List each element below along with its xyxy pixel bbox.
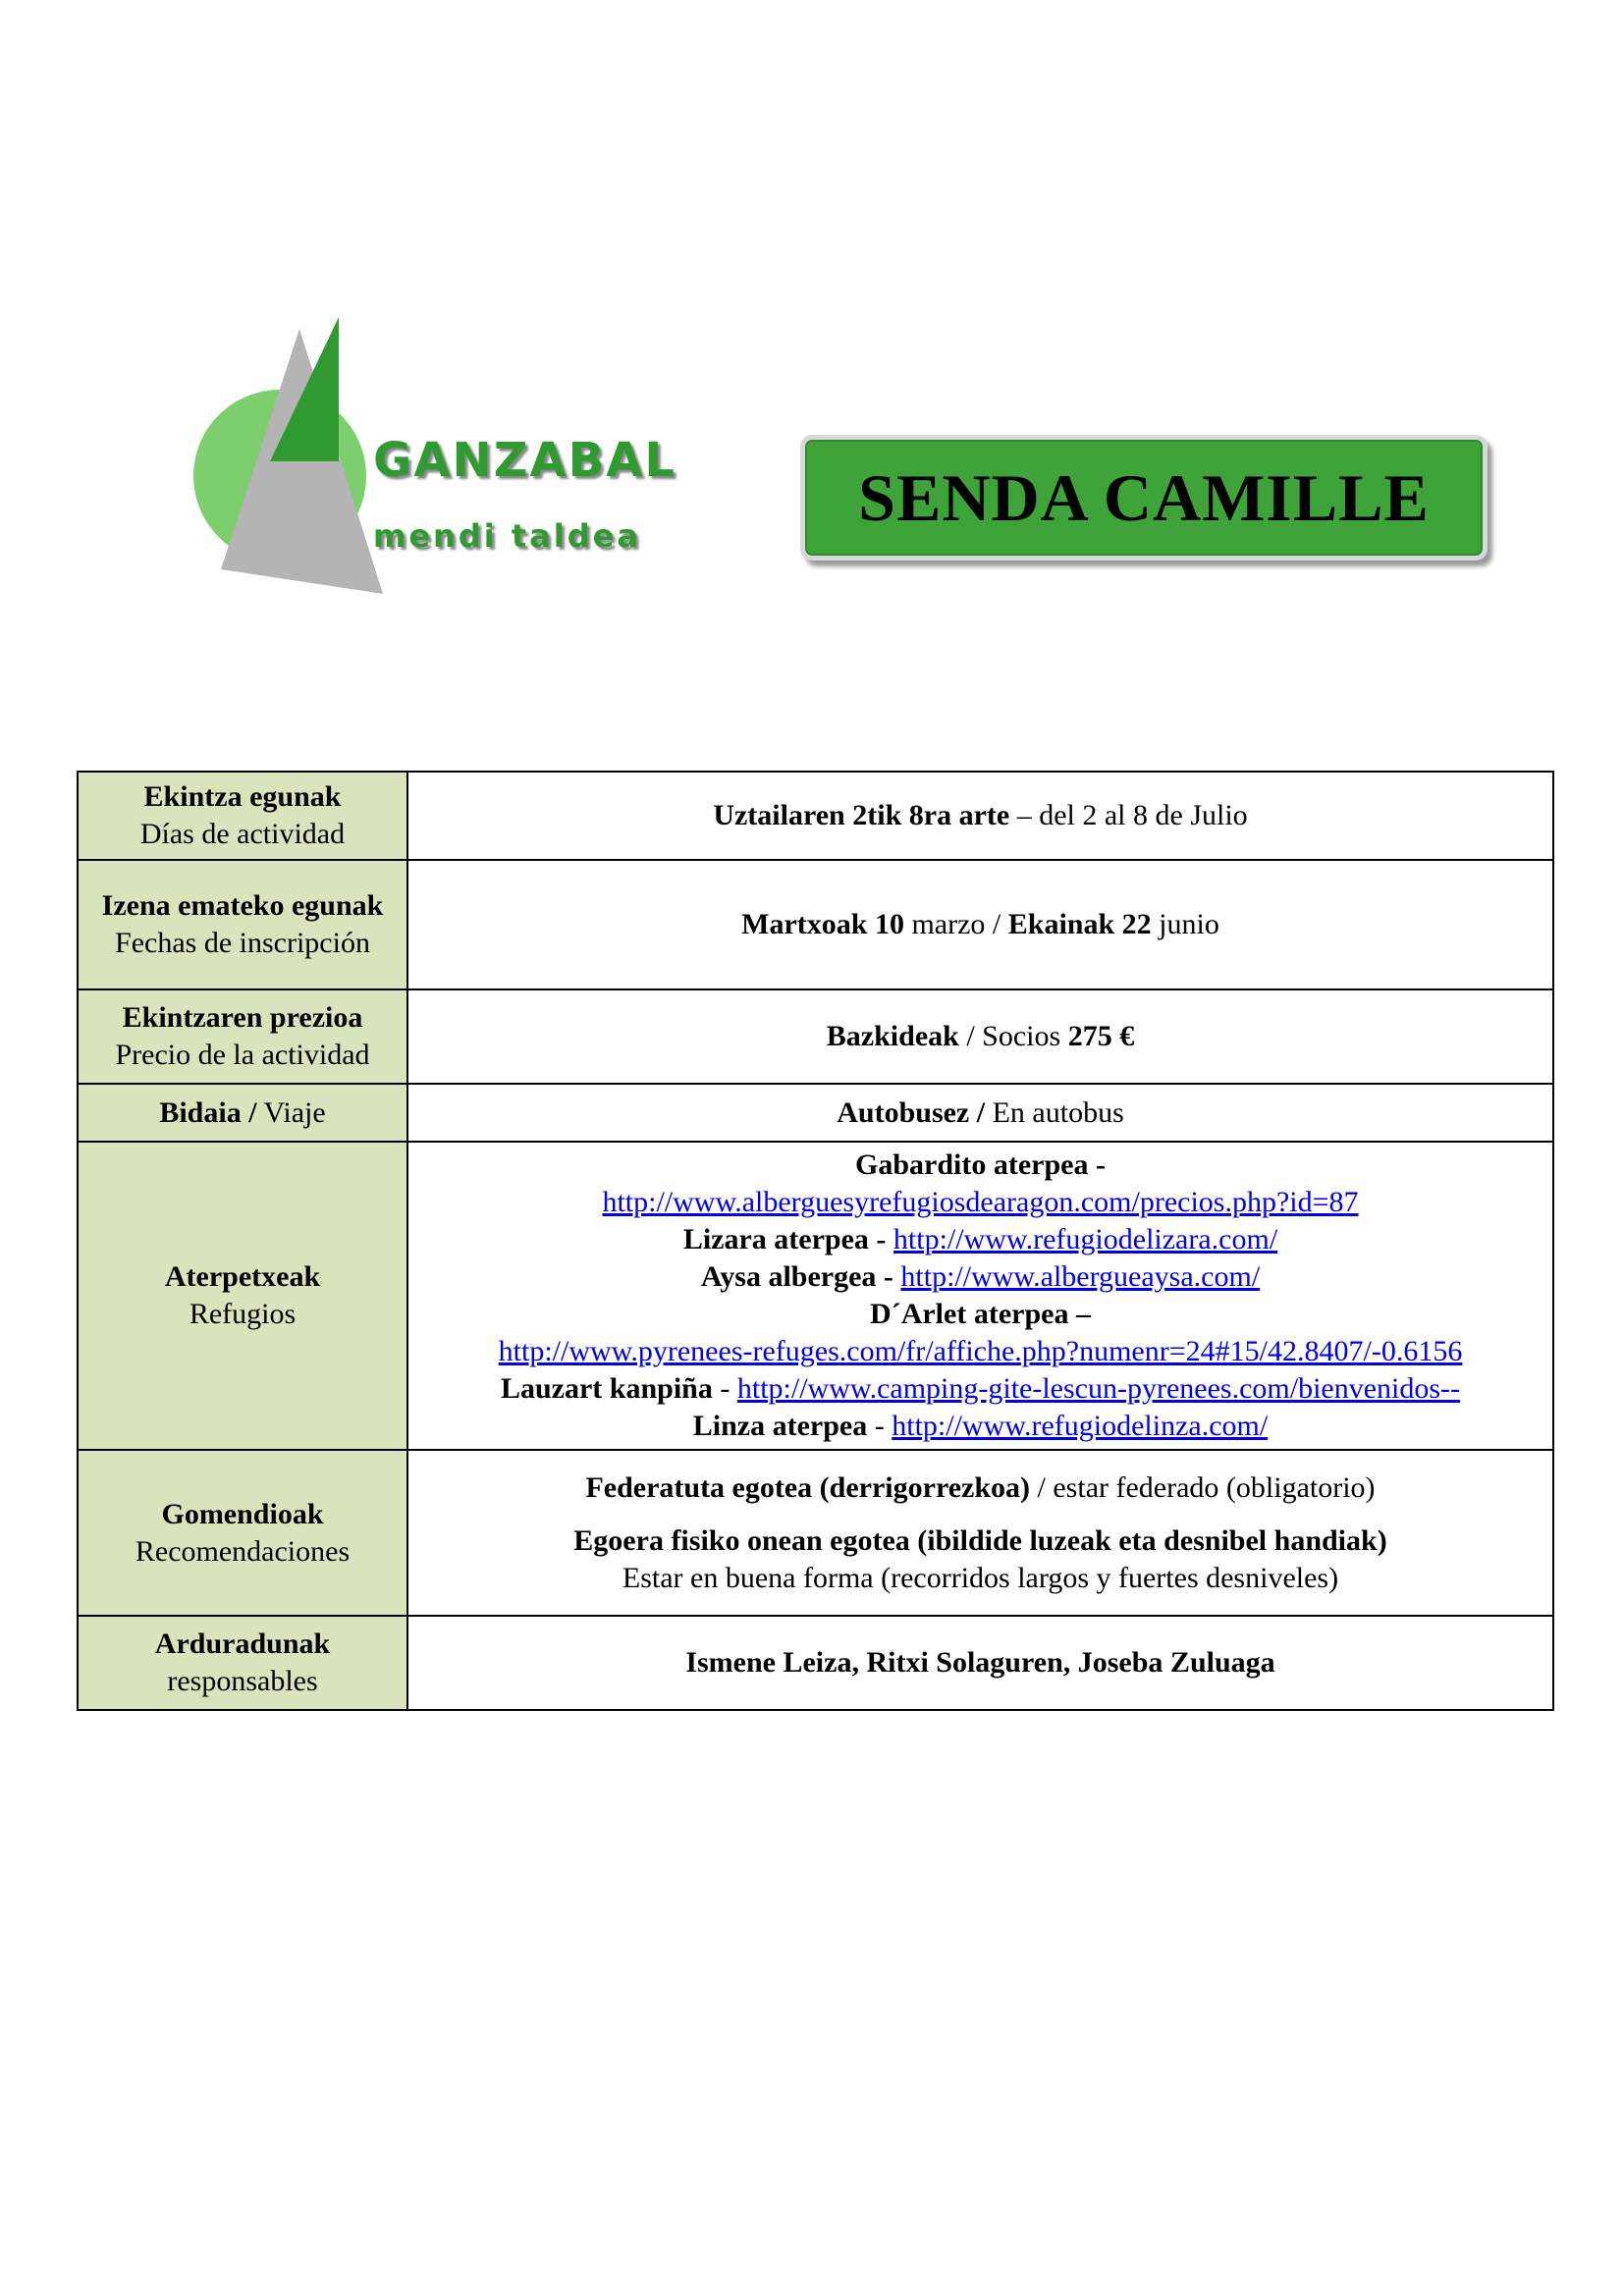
refuge-sep: - <box>712 1372 737 1405</box>
refuge-name: Linza aterpea <box>692 1410 868 1442</box>
travel-es: En autobus <box>985 1095 1124 1129</box>
title-banner <box>800 435 1488 561</box>
label-travel-eu: Bidaia / <box>159 1095 257 1129</box>
value-refuges <box>407 1142 1553 1450</box>
refuge-link[interactable]: http://www.refugiodelizara.com/ <box>893 1223 1278 1255</box>
price-members-es: / Socios <box>958 1020 1068 1052</box>
label-travel-es: Viaje <box>256 1095 326 1129</box>
registration-start-es: marzo / <box>903 908 1008 940</box>
travel-eu: Autobusez / <box>837 1095 986 1129</box>
row-refuges <box>78 1142 1553 1450</box>
label-responsibles-eu: Arduradunak <box>154 1628 331 1660</box>
row-price <box>78 989 1553 1084</box>
label-dates <box>78 772 407 860</box>
price-members-eu: Bazkideak <box>826 1020 959 1052</box>
dates-sep: – <box>1009 799 1040 831</box>
label-recommendations <box>78 1450 407 1616</box>
refuge-name: Lizara aterpea - <box>682 1223 887 1255</box>
label-recommendations-es: Recomendaciones <box>135 1534 351 1568</box>
label-refuges-es: Refugios <box>189 1298 297 1330</box>
refuge-name: Aysa albergea - <box>700 1260 893 1293</box>
value-recommendations <box>407 1450 1553 1616</box>
label-price-es: Precio de la actividad <box>115 1039 370 1071</box>
recommendation-1-eu: Federatuta egotea (derrigorrezkoa) <box>585 1470 1031 1504</box>
label-responsibles-es: responsables <box>167 1665 318 1697</box>
recommendation-2-eu: Egoera fisiko onean egotea (ibildide luzeak eta desnibel handiak) <box>573 1523 1387 1557</box>
dates-es: del 2 al 8 de Julio <box>1039 799 1248 831</box>
registration-start-eu: Martxoak 10 <box>741 908 904 940</box>
row-recommendations <box>78 1450 1553 1616</box>
label-registration-es: Fechas de inscripción <box>115 927 370 959</box>
activity-table <box>77 771 1554 1711</box>
label-travel <box>78 1084 407 1142</box>
label-dates-es: Días de actividad <box>139 818 346 850</box>
value-price <box>407 989 1553 1084</box>
dates-eu: Uztailaren 2tik 8ra arte <box>713 799 1010 831</box>
refuge-link[interactable]: http://www.pyrenees-refuges.com/fr/affiche.php?numenr=24#15/42.8407/-0.6156 <box>498 1335 1463 1367</box>
logo-name: GANZABAL <box>373 433 676 488</box>
label-registration-eu: Izena emateko egunak <box>101 889 384 922</box>
refuge-name: Gabardito aterpea - <box>855 1148 1106 1181</box>
refuge-sep: - <box>867 1410 893 1442</box>
value-responsibles: Ismene Leiza, Ritxi Solaguren, Joseba Zuluaga <box>407 1616 1553 1710</box>
recommendation-2-es: Estar en buena forma (recorridos largos y fuertes desniveles) <box>622 1561 1339 1594</box>
refuge-link[interactable]: http://www.camping-gite-lescun-pyrenees.com/bienvenidos-- <box>736 1372 1461 1405</box>
refuge-link[interactable]: http://www.albergueaysa.com/ <box>900 1260 1261 1293</box>
registration-end-es: junio <box>1151 908 1219 940</box>
ganzabal-logo <box>191 309 682 604</box>
refuge-link[interactable]: http://www.alberguesyrefugiosdearagon.com/precios.php?id=87 <box>602 1186 1359 1218</box>
refuge-sep <box>886 1223 893 1255</box>
label-registration <box>78 860 407 989</box>
label-price-eu: Ekintzaren prezioa <box>122 1001 363 1034</box>
label-price <box>78 989 407 1084</box>
page-title: SENDA CAMILLE <box>858 459 1430 535</box>
label-refuges-eu: Aterpetxeak <box>164 1260 321 1293</box>
refuge-name: Lauzart kanpiña <box>500 1372 713 1405</box>
value-registration <box>407 860 1553 989</box>
value-travel <box>407 1084 1553 1142</box>
refuge-link[interactable]: http://www.refugiodelinza.com/ <box>892 1410 1269 1442</box>
recommendation-1 <box>414 1469 1546 1507</box>
price-amount: 275 € <box>1067 1020 1135 1052</box>
label-refuges <box>78 1142 407 1450</box>
row-registration <box>78 860 1553 989</box>
row-travel <box>78 1084 1553 1142</box>
refuge-name: D´Arlet aterpea – <box>870 1298 1091 1330</box>
label-responsibles <box>78 1616 407 1710</box>
value-dates <box>407 772 1553 860</box>
registration-end-eu: Ekainak 22 <box>1007 908 1152 940</box>
label-dates-eu: Ekintza egunak <box>143 780 342 813</box>
logo-subtitle: mendi taldea <box>373 517 641 555</box>
row-dates <box>78 772 1553 860</box>
label-recommendations-eu: Gomendioak <box>161 1497 324 1530</box>
recommendation-1-es: / estar federado (obligatorio) <box>1030 1470 1376 1504</box>
row-responsibles <box>78 1616 1553 1710</box>
